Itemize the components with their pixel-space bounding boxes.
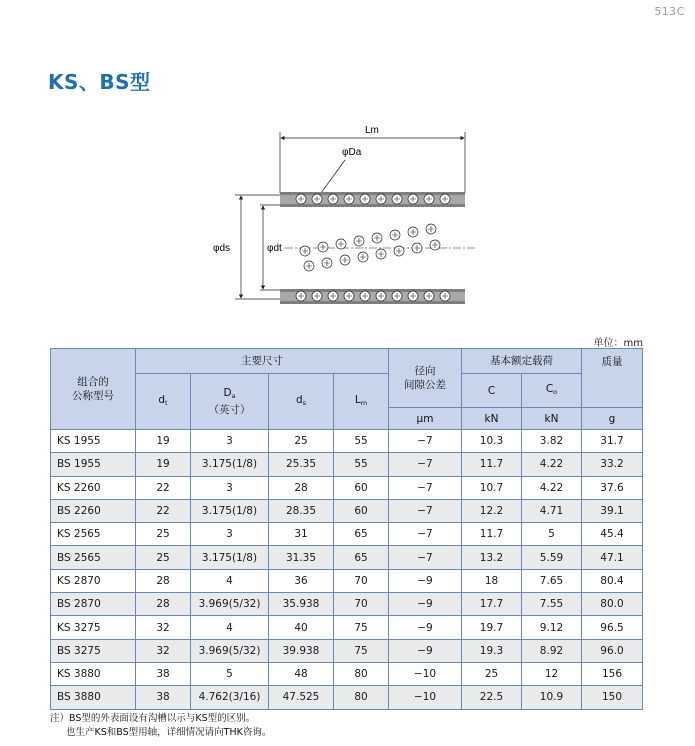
cell-da: 4 [191, 616, 269, 639]
cell-model: BS 3880 [51, 686, 136, 709]
cell-radial: −10 [389, 662, 462, 685]
table-row [51, 430, 643, 453]
diagram-label-dt: φdt [267, 243, 282, 254]
cell-da: 3 [191, 476, 269, 499]
cell-ds: 36 [269, 569, 334, 592]
page-title: KS、BS型 [48, 70, 151, 94]
cell-radial: −10 [389, 686, 462, 709]
diagram-label-da: φDa [342, 147, 362, 158]
table-row [51, 476, 643, 499]
cell-lm: 55 [334, 430, 389, 453]
cell-model: BS 2260 [51, 499, 136, 522]
cell-model: BS 2870 [51, 593, 136, 616]
cell-mass: 80.4 [582, 569, 643, 592]
cell-da: 3.175(1/8) [191, 546, 269, 569]
cell-lm: 65 [334, 546, 389, 569]
cell-c: 25 [462, 662, 522, 685]
header-mass: 质量 [582, 349, 643, 408]
cell-mass: 45.4 [582, 523, 643, 546]
cell-c0: 3.82 [522, 430, 582, 453]
cell-dt: 38 [136, 662, 191, 685]
cell-lm: 80 [334, 662, 389, 685]
cell-c: 10.3 [462, 430, 522, 453]
cell-lm: 70 [334, 593, 389, 616]
header-ds: $d_s$ [269, 374, 334, 430]
cell-mass: 31.7 [582, 430, 643, 453]
header-c0-unit: kN [522, 408, 582, 430]
cell-radial: −9 [389, 616, 462, 639]
cell-mass: 96.5 [582, 616, 643, 639]
cell-ds: 39.938 [269, 639, 334, 662]
cell-da: 3.175(1/8) [191, 453, 269, 476]
cell-c: 13.2 [462, 546, 522, 569]
header-lm: $L_m$ [334, 374, 389, 430]
cell-radial: −9 [389, 569, 462, 592]
cell-model: KS 2565 [51, 523, 136, 546]
page-number: 513C [654, 5, 685, 18]
cell-c0: 12 [522, 662, 582, 685]
cell-ds: 47.525 [269, 686, 334, 709]
bearing-diagram [205, 118, 495, 318]
cell-lm: 80 [334, 686, 389, 709]
diagram-label-ds: φds [213, 243, 231, 254]
cell-model: KS 2260 [51, 476, 136, 499]
cell-mass: 37.6 [582, 476, 643, 499]
cell-c0: 7.55 [522, 593, 582, 616]
header-radial-unit: μm [389, 408, 462, 430]
cell-c0: 10.9 [522, 686, 582, 709]
cell-c: 17.7 [462, 593, 522, 616]
cell-dt: 32 [136, 616, 191, 639]
table-row [51, 569, 643, 592]
cell-lm: 75 [334, 616, 389, 639]
cell-model: KS 1955 [51, 430, 136, 453]
cell-model: BS 3275 [51, 639, 136, 662]
cell-lm: 60 [334, 476, 389, 499]
cell-da: 3 [191, 523, 269, 546]
diagram-label-lm: Lm [365, 125, 379, 136]
cell-dt: 22 [136, 499, 191, 522]
cell-lm: 65 [334, 523, 389, 546]
table-row [51, 499, 643, 522]
table-row [51, 593, 643, 616]
cell-c: 10.7 [462, 476, 522, 499]
header-main-dimensions: 主要尺寸 [136, 349, 389, 374]
cell-dt: 25 [136, 546, 191, 569]
cell-c: 12.2 [462, 499, 522, 522]
cell-lm: 60 [334, 499, 389, 522]
table-row [51, 616, 643, 639]
cell-radial: −9 [389, 593, 462, 616]
cell-dt: 22 [136, 476, 191, 499]
cell-model: BS 2565 [51, 546, 136, 569]
table-row [51, 639, 643, 662]
header-c0: $C_o$ [522, 374, 582, 408]
header-basic-load-rating: 基本额定载荷 [462, 349, 582, 374]
cell-mass: 47.1 [582, 546, 643, 569]
cell-dt: 28 [136, 569, 191, 592]
header-c: C [462, 374, 522, 408]
cell-da: 3.969(5/32) [191, 639, 269, 662]
cell-ds: 28 [269, 476, 334, 499]
header-da: $D_a$ （英寸） [191, 374, 269, 430]
cell-c: 18 [462, 569, 522, 592]
table-row [51, 453, 643, 476]
cell-da: 3.175(1/8) [191, 499, 269, 522]
header-c-unit: kN [462, 408, 522, 430]
cell-dt: 25 [136, 523, 191, 546]
cell-c: 11.7 [462, 523, 522, 546]
unit-label: 单位：mm [593, 338, 643, 349]
cell-ds: 25.35 [269, 453, 334, 476]
cell-c0: 5 [522, 523, 582, 546]
cell-c0: 9.12 [522, 616, 582, 639]
cell-model: KS 3880 [51, 662, 136, 685]
cell-ds: 48 [269, 662, 334, 685]
cell-mass: 80.0 [582, 593, 643, 616]
cell-dt: 38 [136, 686, 191, 709]
cell-model: KS 2870 [51, 569, 136, 592]
cell-lm: 75 [334, 639, 389, 662]
footnotes [50, 712, 271, 740]
footnote-2: 也生产KS和BS型用轴，详细情况请向THK咨询。 [66, 727, 272, 738]
cell-model: KS 3275 [51, 616, 136, 639]
cell-c0: 4.22 [522, 476, 582, 499]
cell-c0: 4.71 [522, 499, 582, 522]
cell-ds: 35.938 [269, 593, 334, 616]
header-model: 组合的 公称型号 [51, 349, 136, 430]
cell-radial: −7 [389, 476, 462, 499]
cell-mass: 33.2 [582, 453, 643, 476]
header-radial-clearance: 径向 间隙公差 [389, 349, 462, 408]
cell-mass: 150 [582, 686, 643, 709]
cell-da: 4 [191, 569, 269, 592]
cell-dt: 32 [136, 639, 191, 662]
cell-radial: −7 [389, 523, 462, 546]
cell-da: 3 [191, 430, 269, 453]
cell-ds: 31 [269, 523, 334, 546]
cell-da: 5 [191, 662, 269, 685]
cell-dt: 19 [136, 430, 191, 453]
spec-table [50, 348, 643, 710]
table-row [51, 686, 643, 709]
cell-ds: 28.35 [269, 499, 334, 522]
cell-radial: −7 [389, 430, 462, 453]
table-row [51, 523, 643, 546]
cell-c0: 5.59 [522, 546, 582, 569]
table-row [51, 546, 643, 569]
cell-dt: 28 [136, 593, 191, 616]
cell-c: 19.3 [462, 639, 522, 662]
cell-radial: −7 [389, 499, 462, 522]
cell-lm: 55 [334, 453, 389, 476]
header-mass-unit: g [582, 408, 643, 430]
cell-dt: 19 [136, 453, 191, 476]
cell-radial: −7 [389, 546, 462, 569]
cell-mass: 96.0 [582, 639, 643, 662]
cell-c: 22.5 [462, 686, 522, 709]
cell-da: 3.969(5/32) [191, 593, 269, 616]
cell-radial: −9 [389, 639, 462, 662]
cell-mass: 156 [582, 662, 643, 685]
cell-model: BS 1955 [51, 453, 136, 476]
cell-ds: 25 [269, 430, 334, 453]
cell-ds: 31.35 [269, 546, 334, 569]
cell-c: 19.7 [462, 616, 522, 639]
cell-radial: −7 [389, 453, 462, 476]
cell-ds: 40 [269, 616, 334, 639]
cell-da: 4.762(3/16) [191, 686, 269, 709]
cell-mass: 39.1 [582, 499, 643, 522]
header-dt: $d_t$ [136, 374, 191, 430]
cell-c: 11.7 [462, 453, 522, 476]
cell-lm: 70 [334, 569, 389, 592]
table-row [51, 662, 643, 685]
cell-c0: 7.65 [522, 569, 582, 592]
cell-c0: 4.22 [522, 453, 582, 476]
cell-c0: 8.92 [522, 639, 582, 662]
footnote-1: 注）BS型的外表面设有沟槽以示与KS型的区别。 [50, 713, 256, 724]
